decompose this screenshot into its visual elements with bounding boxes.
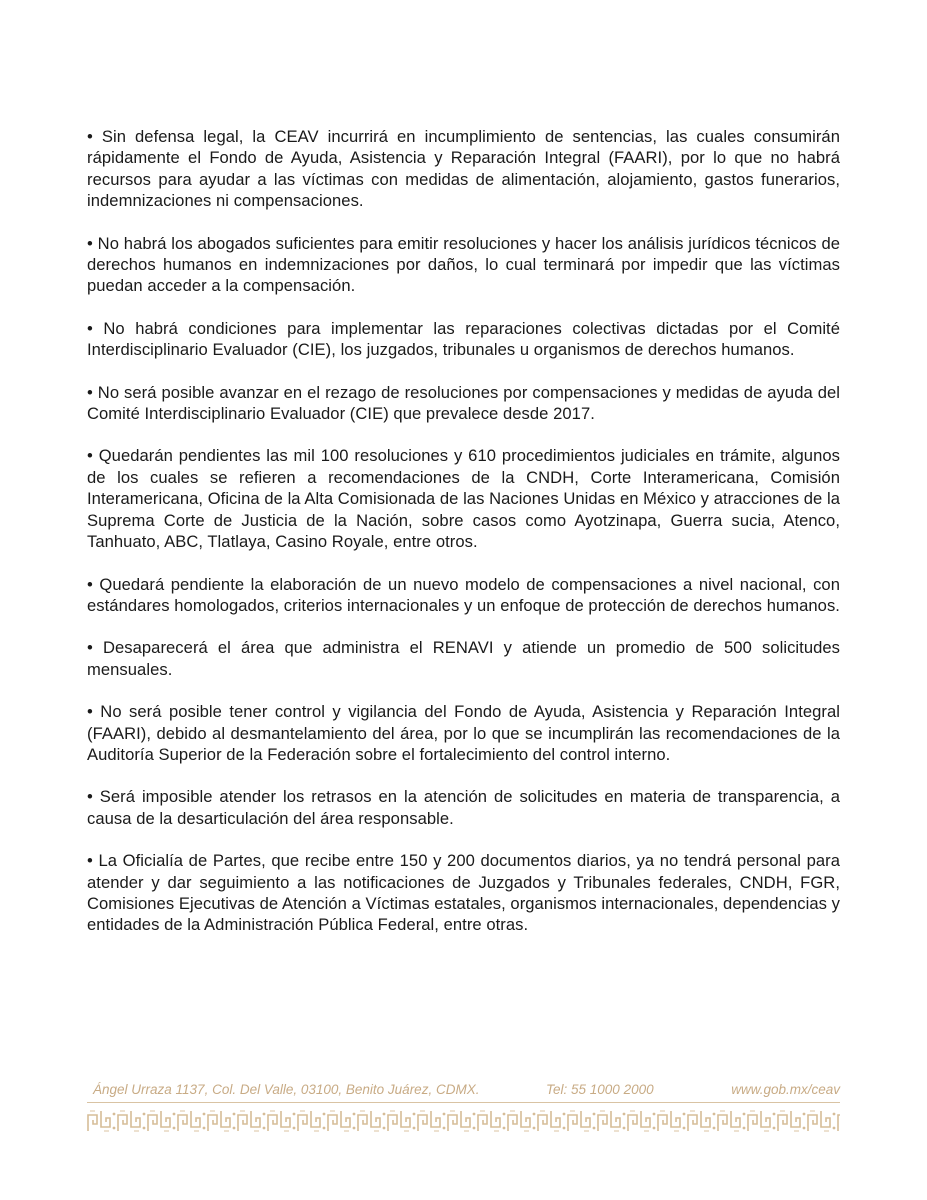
document-body [87,126,840,957]
paragraph-renavi: • Desaparecerá el área que administra el RENAVI y atiende un promedio de 500 solicitudes mensuales. [87,638,840,679]
footer-phone: Tel: 55 1000 2000 [546,1082,654,1097]
footer-divider [87,1102,840,1103]
paragraph-compensation-model: • Quedará pendiente la elaboración de un nuevo modelo de compensaciones a nivel nacional, con estándares homologados, criterios internacionales y un enfoque de protección de derechos humanos. [87,574,840,615]
paragraph-pending-resolutions: • Quedarán pendientes las mil 100 resoluciones y 610 procedimientos judiciales en trámite, algunos de los cuales se refieren a recomendaciones de la CNDH, Corte Interamericana, Comisión Interamericana, Oficina de la Alta Comisionada de las Naciones Unidas en México y atracciones de la Suprema Corte de Justicia de la Nación, sobre casos como Ayotzinapa, Guerra sucia, Atenco, Tanhuato, ABC, Tlatlaya, Casino Royale, entre otros. [87,446,840,552]
paragraph-collective-reparations: • No habrá condiciones para implementar las reparaciones colectivas dictadas por el Comité Interdisciplinario Evaluador (CIE), los juzgados, tribunales u organismos de derechos humanos. [87,318,840,360]
footer-website-link[interactable]: www.gob.mx/ceav [731,1082,840,1097]
paragraph-faari-control: • No será posible tener control y vigilancia del Fondo de Ayuda, Asistencia y Reparación Integral (FAARI), debido al desmantelamiento del área, por lo que se incumplirán las recomendaciones de la Auditoría Superior de la Federación sobre el fortalecimiento del control interno. [87,702,840,764]
greca-ornament-icon [87,1109,840,1133]
footer-address: Ángel Urraza 1137, Col. Del Valle, 03100, Benito Juárez, CDMX. [93,1082,480,1097]
paragraph-lawyers: • No habrá los abogados suficientes para emitir resoluciones y hacer los análisis jurídicos técnicos de derechos humanos en indemnizaciones por daños, lo cual terminará por impedir que las víctimas puedan acceder a la compensación. [87,233,840,296]
page-footer [87,1082,840,1100]
paragraph-resolutions-backlog: • No será posible avanzar en el rezago de resoluciones por compensaciones y medidas de ayuda del Comité Interdisciplinario Evaluador (CIE) que prevalece desde 2017. [87,382,840,424]
paragraph-oficialia-partes: • La Oficialía de Partes, que recibe entre 150 y 200 documentos diarios, ya no tendrá personal para atender y dar seguimiento a las notificaciones de Juzgados y Tribunales federales, CNDH, FGR, Comisiones Ejecutivas de Atención a Víctimas estatales, organismos internacionales, dependencias y entidades de la Administración Pública Federal, entre otras. [87,851,840,935]
paragraph-transparency: • Será imposible atender los retrasos en la atención de solicitudes en materia de transparencia, a causa de la desarticulación del área responsable. [87,787,840,828]
paragraph-legal-defense: • Sin defensa legal, la CEAV incurrirá en incumplimiento de sentencias, las cuales consumirán rápidamente el Fondo de Ayuda, Asistencia y Reparación Integral (FAARI), por lo que no habrá recursos para ayudar a las víctimas con medidas de alimentación, alojamiento, gastos funerarios, indemnizaciones ni compensaciones. [87,127,840,211]
